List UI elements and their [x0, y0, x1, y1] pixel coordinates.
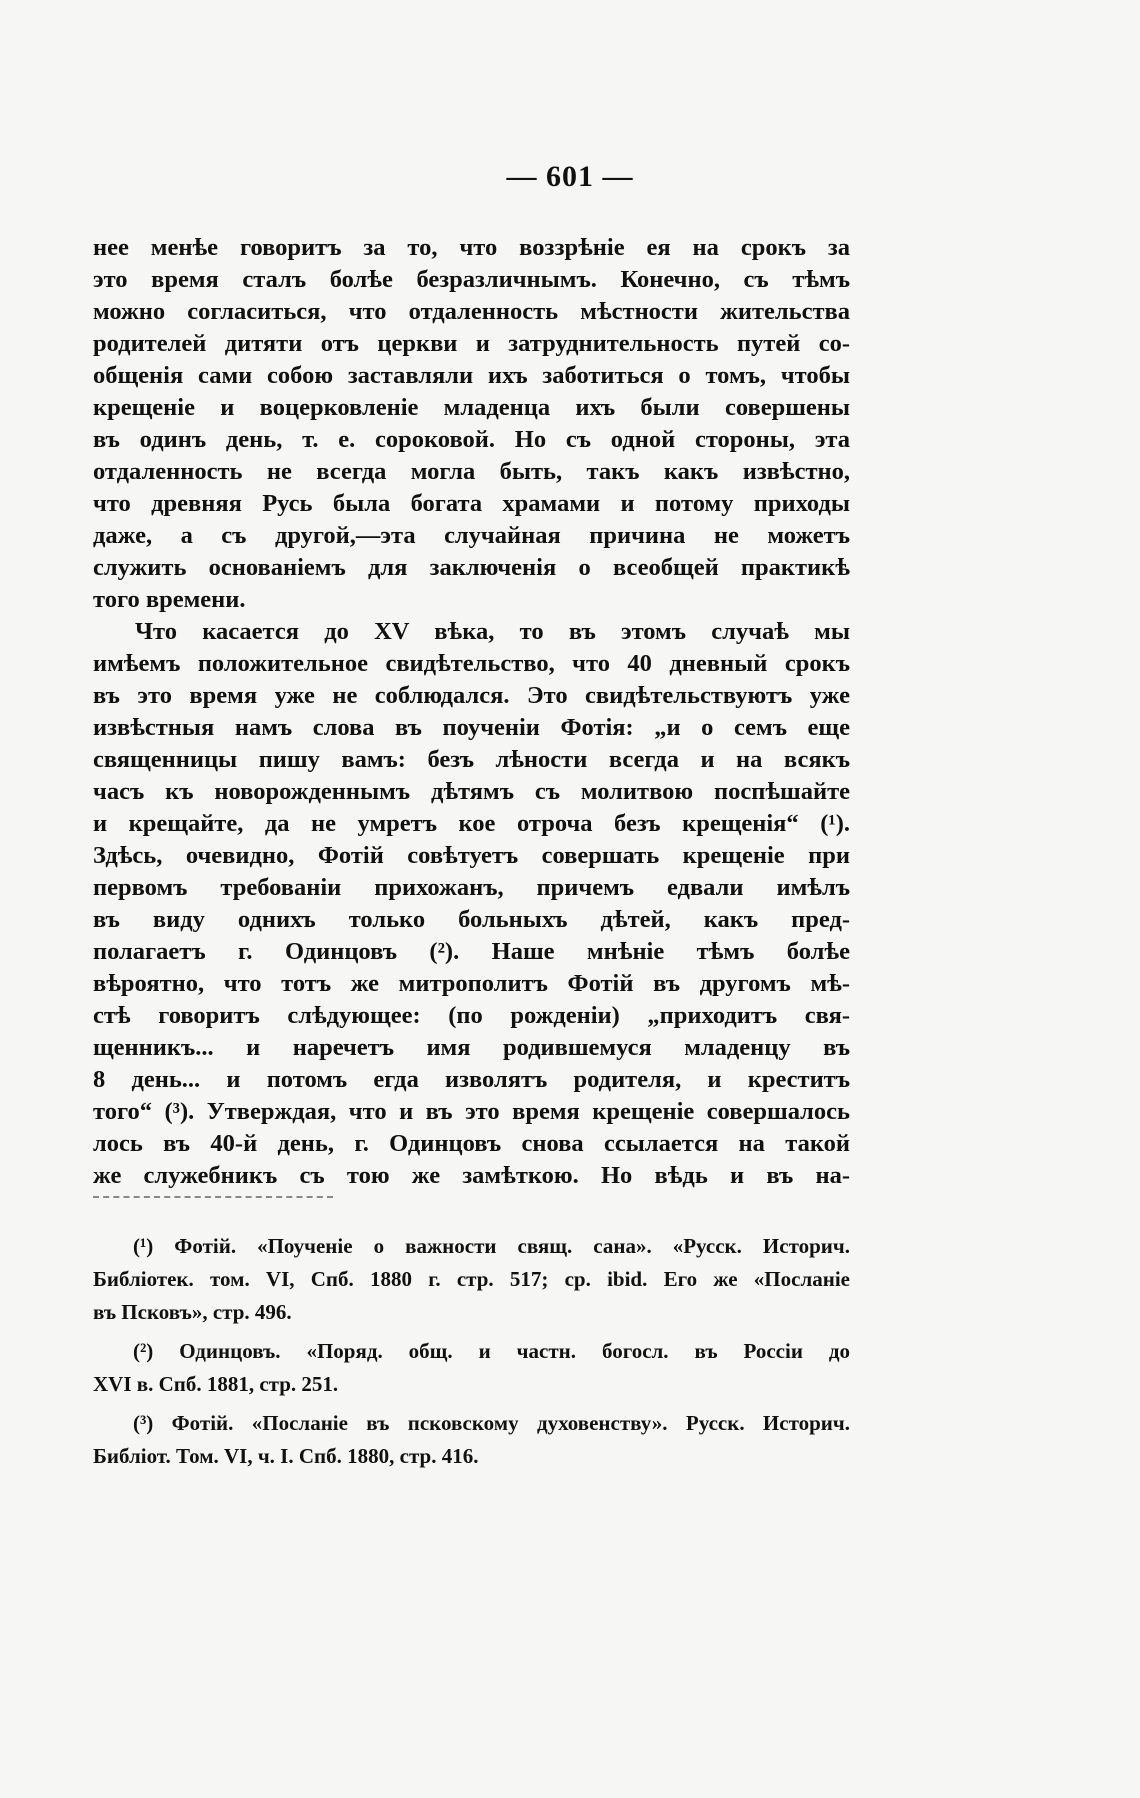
- text-line: щенникъ... и наречетъ имя родившемуся младенцу въ: [93, 1034, 850, 1061]
- text-line: того времени.: [93, 586, 246, 613]
- text-line: 8 день... и потомъ егда изволятъ родителя, и креститъ: [93, 1066, 850, 1093]
- text-line: извѣстныя намъ слова въ поученіи Фотія: „и о семъ еще: [93, 714, 850, 741]
- footnote-2: [93, 1335, 850, 1401]
- text-line: крещеніе и воцерковленіе младенца ихъ были совершены: [93, 394, 850, 421]
- footnote-1: [93, 1230, 850, 1329]
- text-line: же служебникъ съ тою же замѣткою. Но вѣдь и въ на-: [93, 1162, 850, 1189]
- text-line: общенія сами собою заставляли ихъ заботиться о томъ, чтобы: [93, 362, 850, 389]
- text-line: нее менѣе говоритъ за то, что воззрѣніе ея на срокъ за: [93, 234, 850, 261]
- text-line: священницы пишу вамъ: безъ лѣности всегда и на всякъ: [93, 746, 850, 773]
- footnote-line: въ Псковъ», стр. 496.: [93, 1300, 292, 1324]
- text-line: въ одинъ день, т. е. сороковой. Но съ одной стороны, эта: [93, 426, 850, 453]
- footnote-line: (³) Фотій. «Посланіе въ псковскому духовенству». Русск. Историч.: [133, 1411, 850, 1435]
- text-line: Здѣсь, очевидно, Фотій совѣтуетъ совершать крещеніе при: [93, 842, 850, 869]
- text-line: первомъ требованіи прихожанъ, причемъ едвали имѣлъ: [93, 874, 850, 901]
- footnotes: [93, 1230, 850, 1473]
- footnote-separator: [93, 1196, 333, 1198]
- text-line: отдаленность не всегда могла быть, такъ какъ извѣстно,: [93, 458, 850, 485]
- text-line: служить основаніемъ для заключенія о всеобщей практикѣ: [93, 554, 850, 581]
- text-line: полагаетъ г. Одинцовъ (²). Наше мнѣніе тѣмъ болѣе: [93, 938, 850, 965]
- text-line: это время сталъ болѣе безразличнымъ. Конечно, съ тѣмъ: [93, 266, 850, 293]
- text-line: можно согласиться, что отдаленность мѣстности жительства: [93, 298, 850, 325]
- text-line: родителей дитяти отъ церкви и затруднительность путей со-: [93, 330, 850, 357]
- footnote-line: (²) Одинцовъ. «Поряд. общ. и частн. богосл. въ Россіи до: [133, 1339, 850, 1363]
- text-line: вѣроятно, что тотъ же митрополитъ Фотій въ другомъ мѣ-: [93, 970, 850, 997]
- text-line: стѣ говоритъ слѣдующее: (по рожденіи) „приходитъ свя-: [93, 1002, 850, 1029]
- text-line: и крещайте, да не умретъ кое отроча безъ крещенія“ (¹).: [93, 810, 850, 837]
- footnote-line: XVI в. Спб. 1881, стр. 251.: [93, 1372, 339, 1396]
- text-line: Что касается до XV вѣка, то въ этомъ случаѣ мы: [135, 618, 850, 645]
- text-line: того“ (³). Утверждая, что и въ это время крещеніе совершалось: [93, 1098, 850, 1125]
- page-number: — 601 —: [506, 160, 634, 193]
- body-text: [93, 232, 850, 1192]
- footnote-line: (¹) Фотій. «Поученіе о важности свящ. сана». «Русск. Историч.: [133, 1234, 850, 1258]
- text-line: часъ къ новорожденнымъ дѣтямъ съ молитвою поспѣшайте: [93, 778, 850, 805]
- text-line: лось въ 40-й день, г. Одинцовъ снова ссылается на такой: [93, 1130, 850, 1157]
- text-line: въ виду однихъ только больныхъ дѣтей, какъ пред-: [93, 906, 850, 933]
- footnote-3: [93, 1407, 850, 1473]
- footnote-line: Библіотек. том. VI, Спб. 1880 г. стр. 517; ср. ibid. Его же «Посланіе: [93, 1267, 850, 1291]
- text-line: въ это время уже не соблюдался. Это свидѣтельствуютъ уже: [93, 682, 850, 709]
- footnote-line: Библіот. Том. VI, ч. I. Спб. 1880, стр. 416.: [93, 1444, 479, 1468]
- text-line: имѣемъ положительное свидѣтельство, что 40 дневный срокъ: [93, 650, 850, 677]
- text-line: даже, а съ другой,—эта случайная причина не можетъ: [93, 522, 850, 549]
- text-line: что древняя Русь была богата храмами и потому приходы: [93, 490, 850, 517]
